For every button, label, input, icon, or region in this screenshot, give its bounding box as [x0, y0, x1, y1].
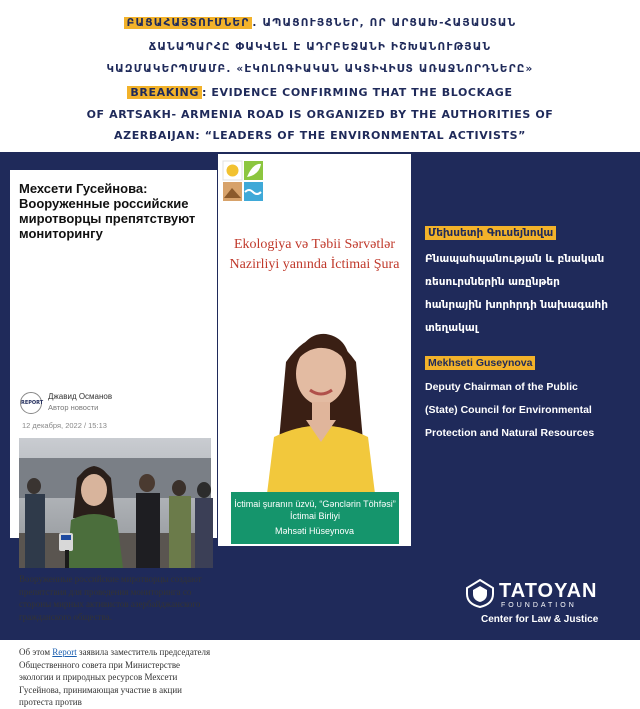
header-hy-line-1: ԲԱՑԱՀԱՅՏՈՒՄՆԵՐ . ԱՊԱՑՈՒՅՑՆԵՐ, ՈՐ ԱՐՑԱԽ-ՀԱՅԱՍՏԱՆ [0, 17, 640, 29]
council-title-line-2: Nazirliyi yanında İctimai Şura [229, 257, 400, 272]
article-paragraph-1: Вооруженные российские миротворцы создают препятствия для проведения мониторинга со стороны мирных активистов азербайджанского гражданского общества. [19, 574, 202, 622]
person-name-az: Məhsəti Hüseynova [274, 526, 355, 536]
article-title: Мехсети Гусейнова: Вооруженные российские миротворцы препятствуют мониторингу [19, 181, 196, 241]
header-hy-line-2: ՃԱՆԱՊԱՐՀԸ ՓԱԿՎԵԼ Է ԱԴՐԲԵՋԱՆԻ ԻՇԽԱՆՈՒԹՅԱՆ [148, 41, 492, 53]
council-logo-icon [222, 160, 264, 202]
org-tagline: Center for Law & Justice [481, 614, 599, 625]
position-hy: Բնապահպանության և բնական ռեսուրսներին առընթեր հանրային խորհրդի նախագահի տեղակալ [425, 253, 609, 334]
header-hy-tag: ԲԱՑԱՀԱՅՏՈՒՄՆԵՐ [124, 17, 253, 29]
name-tag-en: Mekhseti Guseynova [425, 356, 535, 370]
article-date: 12 декабря, 2022 / 15:13 [22, 421, 107, 430]
article-author[interactable]: Джавид Османов [48, 392, 113, 401]
org-subtitle: FOUNDATION [501, 602, 577, 609]
header [0, 0, 640, 150]
position-en: Deputy Chairman of the Public (State) Council for Environmental Protection and Natural Resources [425, 381, 595, 439]
portrait-photo [246, 302, 396, 502]
org-name: TATOYAN [499, 580, 598, 602]
name-tag-hy: Մեխսետի Գուսեյնովա [425, 226, 556, 240]
header-en-line-2: OF ARTSAKH- ARMENIA ROAD IS ORGANIZED BY THE AUTHORITIES OF [86, 108, 554, 121]
council-title-line-1: Ekologiya və Təbii Sərvətlər [233, 237, 396, 252]
header-en-tag: BREAKING [127, 86, 202, 99]
council-caption: İctimai şuranın üzvü, “Gənclərin Töhfəsi” İctimai Birliyi [231, 492, 399, 544]
header-en-line-1: BREAKING : EVIDENCE CONFIRMING THAT THE BLOCKAGE [0, 86, 640, 99]
report-logo-icon: REPORT [20, 392, 42, 414]
header-hy-line-3: ԿԱԶՄԱԿԵՐՊՄԱՄԲ. «ԷԿՈԼՈԳԻԱԿԱՆ ԱԿՏԻՎԻՍՏ ԱՌԱՋՆՈՐԴՆԵՐԸ» [106, 63, 534, 75]
report-link[interactable]: Report [52, 647, 77, 657]
council-card [218, 154, 411, 546]
news-article-card [10, 170, 217, 707]
tatoyan-logo-icon [465, 578, 495, 608]
article-photo [19, 438, 211, 568]
article-author-role: Автор новости [48, 403, 99, 412]
header-en-line-3: AZERBAIJAN: “LEADERS OF THE ENVIRONMENTAL ACTIVISTS” [114, 129, 526, 142]
article-paragraph-2: Об этом Report заявила заместитель председателя Общественного совета при Министерстве экологии и природных ресурсов Мехсети Гусейнова, принимающая участие в акции протеста против [19, 647, 211, 707]
